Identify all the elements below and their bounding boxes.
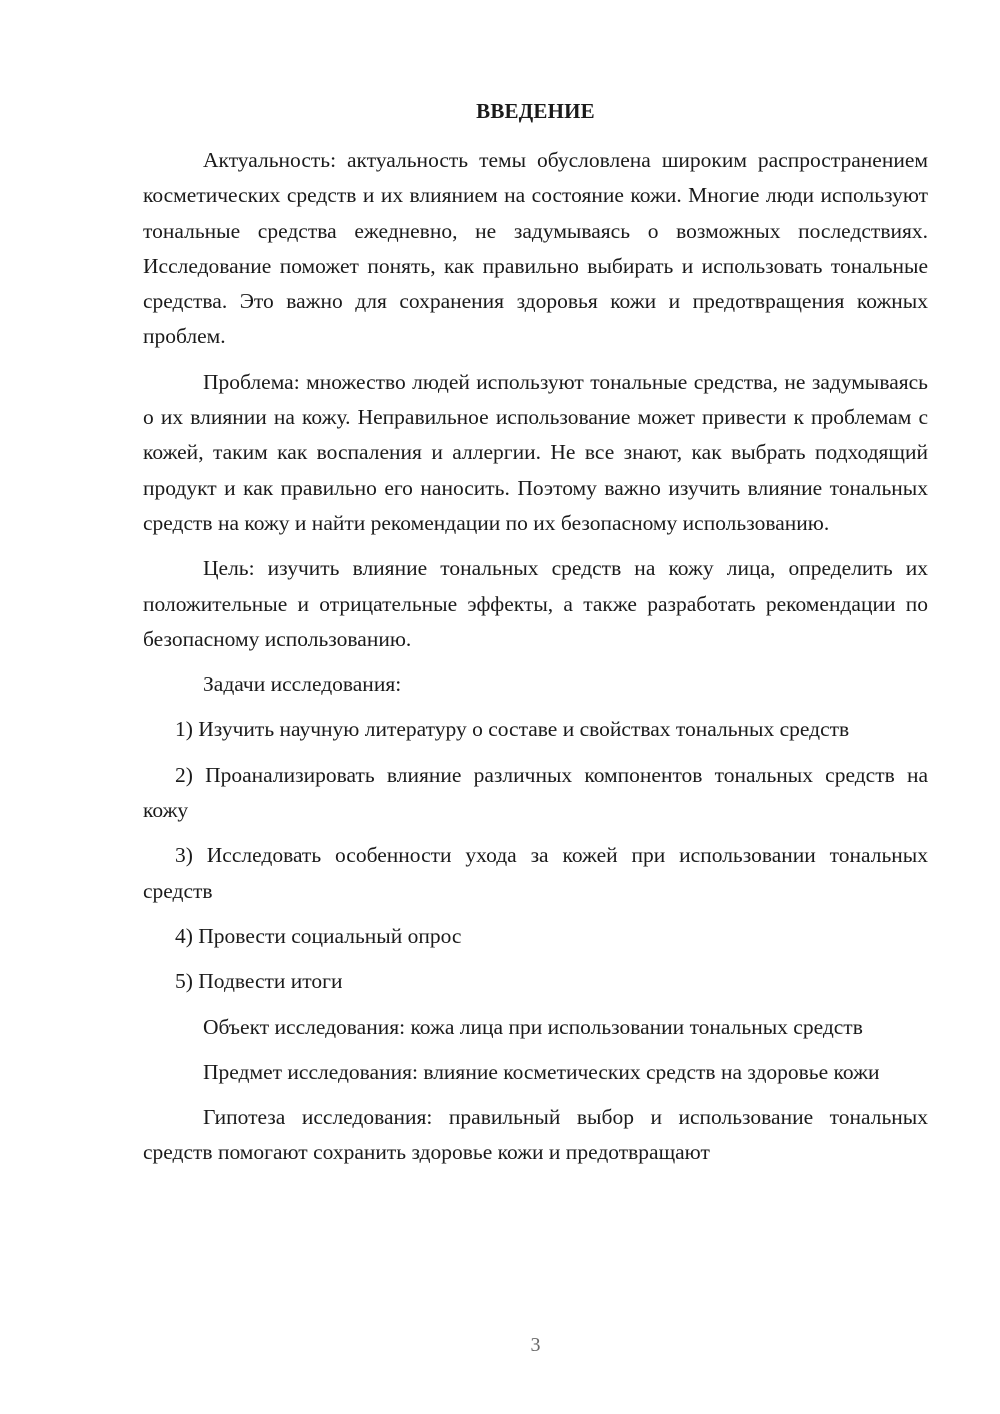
task-item-4: 4) Провести социальный опрос <box>175 923 462 948</box>
task-item-3: 3) Исследовать особенности ухода за кожей при использовании тональных средств <box>143 843 928 903</box>
paragraph-problem: Проблема: множество людей используют тональные средства, не задумываясь о их влиянии на кожу. Неправильное использование может привести к проблемам с кожей, таким как воспаления и аллергии. Не все знают, как выбрать подходящий продукт и как правильно его наносить. Поэтому важно изучить влияние тональных средств на кожу и найти рекомендации по их безопасному использованию. <box>143 369 928 535</box>
paragraph-object: Объект исследования: кожа лица при использовании тональных средств <box>203 1014 863 1039</box>
paragraph-hypothesis: Гипотеза исследования: правильный выбор и использование тональных средств помогают сохранить здоровье кожи и предотвращают <box>143 1105 928 1165</box>
page-number: 3 <box>530 1334 541 1356</box>
paragraph-goal: Цель: изучить влияние тональных средств на кожу лица, определить их положительные и отрицательные эффекты, а также разработать рекомендации по безопасному использованию. <box>143 556 928 651</box>
task-item-5: 5) Подвести итоги <box>175 969 343 994</box>
document-body <box>143 143 928 1171</box>
task-item-1: 1) Изучить научную литературу о составе и свойствах тональных средств <box>175 717 850 742</box>
page-title: ВВЕДЕНИЕ <box>476 99 595 123</box>
task-item-2: 2) Проанализировать влияние различных компонентов тональных средств на кожу <box>143 762 928 823</box>
paragraph-subject: Предмет исследования: влияние косметических средств на здоровье кожи <box>203 1059 880 1084</box>
document-page <box>143 0 928 1414</box>
paragraph-relevance: Актуальность: актуальность темы обусловлена широким распространением косметических средств и их влиянием на состояние кожи. Многие люди используют тональные средства ежедневно, не задумываясь о возможных последствиях. Исследование поможет понять, как правильно выбирать и использовать тональные средства. Это важно для сохранения здоровья кожи и предотвращения кожных проблем. <box>143 148 928 349</box>
tasks-heading: Задачи исследования: <box>203 672 402 697</box>
